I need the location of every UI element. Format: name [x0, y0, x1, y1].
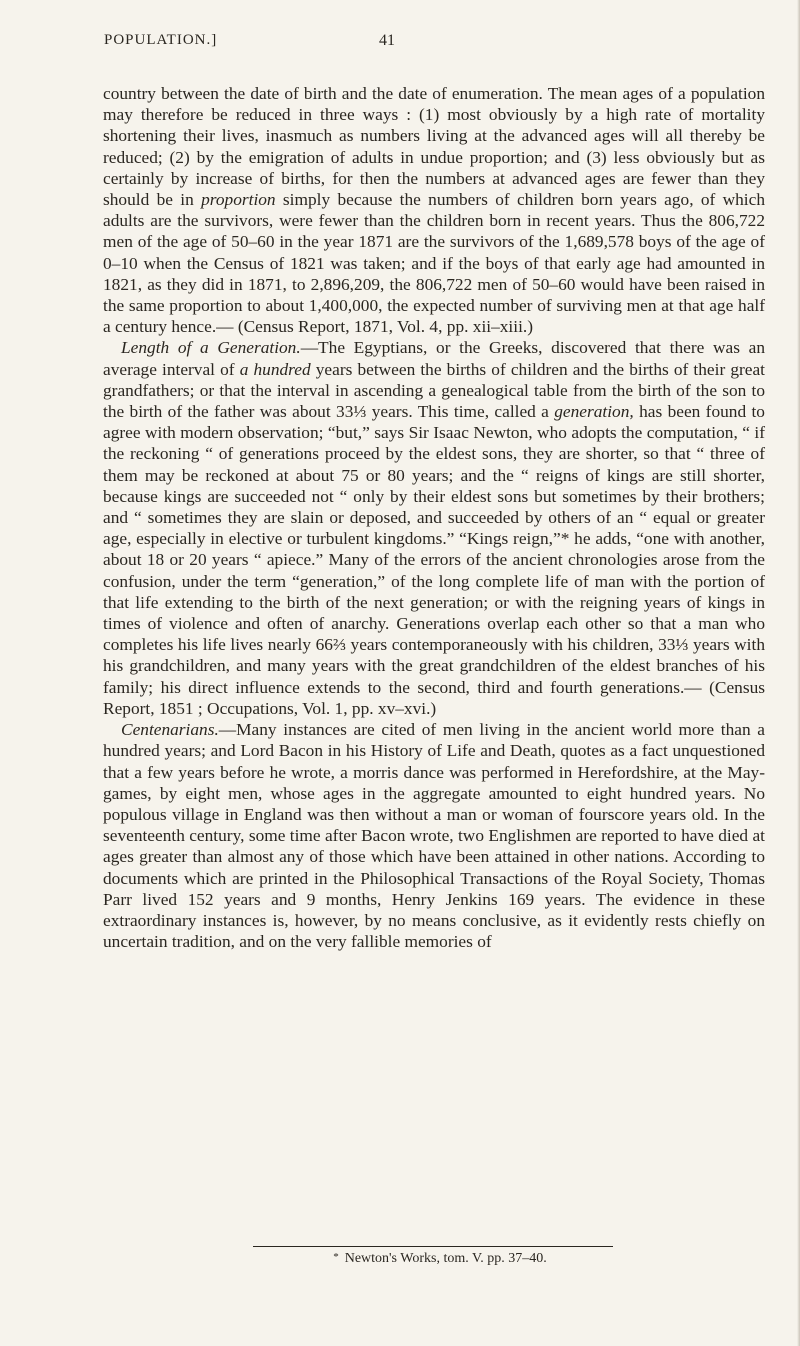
body-text [103, 83, 765, 952]
italic-text-run: Length of a Generation. [121, 338, 301, 358]
footnote-mark: * [333, 1251, 339, 1263]
italic-text-run: a hundred [239, 359, 311, 379]
text-run: simply because the numbers of children born years ago, of which adults are the survivors, were fewer than the children born in recent years. Thus the 806,722 men of the age of 50–60 in the year 1871 are the survivors of the 1,689,578 boys of the age of 0–10 when the Census of 1821 was taken; and if the boys of that early age had amounted in 1821, as they did in 1871, to 2,896,209, the 806,722 men of 50–60 would have been raised in the same proportion to about 1,400,000, the expected number of surviving men at that age half a century hence.— (Census Report, 1871, Vol. 4, pp. xii–xiii.) [103, 190, 765, 337]
paragraph-generation [103, 337, 765, 719]
page-header [104, 32, 764, 58]
footnote-text: Newton's Works, tom. V. pp. 37–40. [344, 1251, 547, 1266]
paragraph-centenarians [103, 719, 765, 952]
italic-text-run: generation, [554, 402, 634, 422]
italic-text-run: proportion [201, 190, 276, 210]
text-run: has been found to agree with modern observation; “but,” says Sir Isaac Newton, who adopts the computation, “ if the reckoning “ of generations proceed by the eldest sons, they are shorter, so that “ three of them may be reckoned at about 75 or 80 years; and the “ reigns of kings are still shorter, because kings are succeeded not “ only by their eldest sons but sometimes by their brothers; and “ sometimes they are slain or deposed, and succeeded by others of an “ equal or greater age, especially in elective or turbulent kingdoms.” “Kings reign,”* he adds, “one with another, about 18 or 20 years “ apiece.” Many of the errors of the ancient chronologies arose from the confusion, under the term “generation,” of the long complete life of man with the portion of that life extending to the birth of the next generation; or with the reigning years of kings in times of violence and often of anarchy. Generations overlap each other so that a man who completes his life lives nearly 66⅔ years contemporaneously with his children, 33⅓ years with his grandchildren, and many years with the great grandchildren of the eldest branches of his family; his direct influence extends to the second, third and fourth generations.— (Census Report, 1851 ; Occupations, Vol. 1, pp. xv–xvi.) [103, 402, 765, 718]
italic-text-run: Centenarians. [121, 720, 219, 740]
running-head: POPULATION.] [104, 32, 218, 48]
paragraph-mean-ages [103, 83, 765, 337]
text-run: country between the date of birth and the date of enumeration. The mean ages of a population may therefore be reduced in three ways : (1) most obviously by a high rate of mortality shortening their lives, inasmuch as numbers living at the advanced ages will all thereby be reduced; (2) by the emigration of adults in undue proportion; and (3) less obviously but as certainly by increase of births, for then the numbers at advanced ages are fewer than they should be in [103, 84, 765, 210]
footnote [260, 1251, 620, 1267]
text-run: —Many instances are cited of men living in the ancient world more than a hundred years; and Lord Bacon in his History of Life and Death, quotes as a fact unquestioned that a few years before he wrote, a morris dance was performed in Herefordshire, at the May-games, by eight men, whose ages in the aggregate amounted to eight hundred years. No populous village in England was then without a man or woman of fourscore years old. In the seventeenth century, some time after Bacon wrote, two Englishmen are reported to have died at ages greater than almost any of those which have been attained in other nations. According to documents which are printed in the Philosophical Transactions of the Royal Society, Thomas Parr lived 152 years and 9 months, Henry Jenkins 169 years. The evidence in these extraordinary instances is, however, by no means conclusive, as it evidently rests chiefly on uncertain tradition, and on the very fallible memories of [103, 720, 765, 952]
page-number: 41 [379, 32, 395, 49]
text-run: years between the births of children and the births of their great grandfathers; or that the interval in ascending a genealogical table from the birth of the son to the birth of the father was about 33⅓ years. This time, called a [103, 359, 765, 422]
text-run: —The Egyptians, or the Greeks, discovered that there was an average interval of [103, 338, 765, 379]
footnote-rule [253, 1246, 613, 1247]
